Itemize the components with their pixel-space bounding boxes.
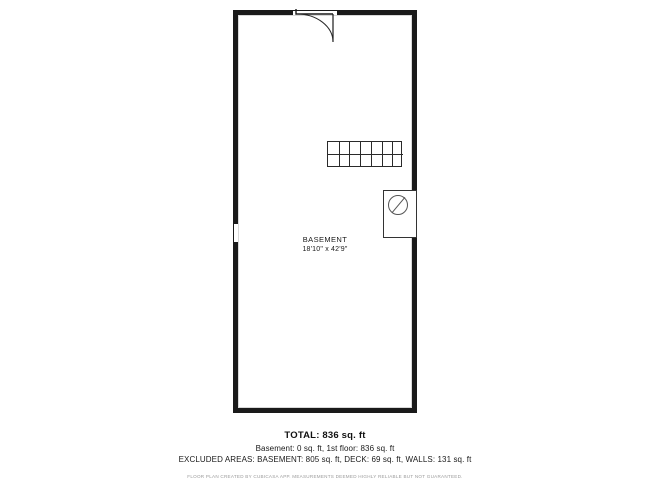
total-area: TOTAL: 836 sq. ft	[284, 430, 366, 441]
room-dimensions: 18'10" x 42'9"	[302, 246, 348, 254]
door-swing-icon	[295, 8, 335, 48]
excluded-areas: EXCLUDED AREAS: BASEMENT: 805 sq. ft, DECK: 69 sq. ft, WALLS: 131 sq. ft	[178, 455, 472, 464]
water-heater-icon	[388, 195, 408, 215]
disclaimer-text: FLOOR PLAN CREATED BY CUBICASA APP. MEASUREMENTS DEEMED HIGHLY RELIABLE BUT NOT GUARANTEED.	[187, 474, 463, 479]
stairs-icon	[327, 141, 402, 167]
footer-summary	[0, 430, 650, 479]
floor-plan-drawing	[233, 10, 417, 413]
area-breakdown: Basement: 0 sq. ft, 1st floor: 836 sq. ft	[255, 444, 395, 453]
room-name: BASEMENT	[302, 235, 348, 244]
room-label	[233, 234, 417, 256]
